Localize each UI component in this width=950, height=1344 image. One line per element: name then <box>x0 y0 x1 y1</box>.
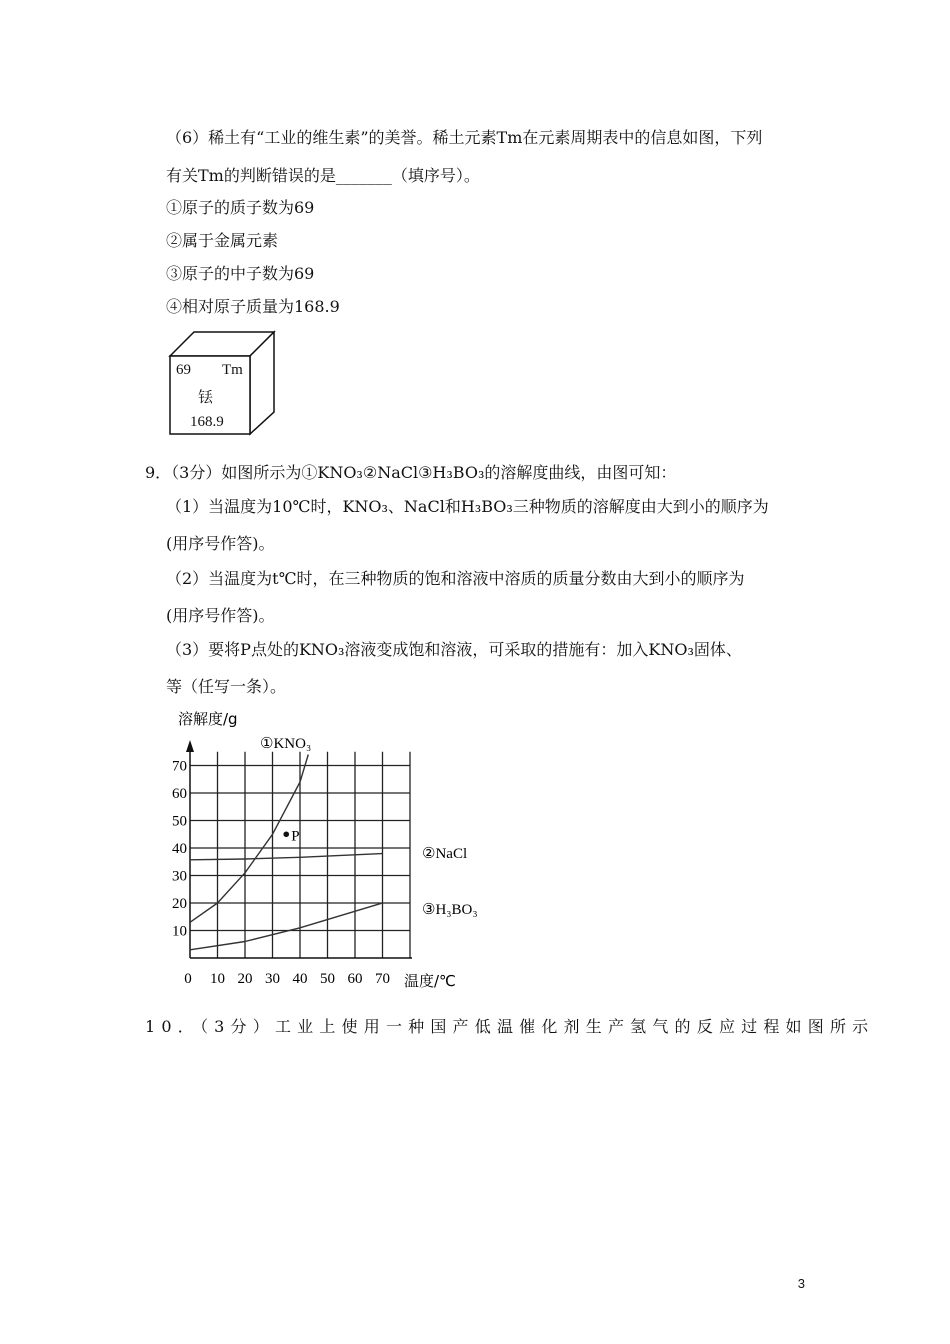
x-tick-label: 20 <box>237 971 253 987</box>
q9-part3-a: （3）要将P点处的KNO₃溶液变成饱和溶液，可采取的措施有：加入KNO₃固体、 <box>166 640 742 659</box>
series-label: ①KNO₃ <box>260 736 312 752</box>
chart-axes <box>186 740 412 958</box>
y-tick-label: 40 <box>172 841 187 857</box>
x-tick-label: 60 <box>347 971 363 987</box>
point-p-label: P <box>291 828 300 845</box>
element-card-tm <box>168 330 278 436</box>
element-symbol: Tm <box>222 362 243 378</box>
series-line <box>190 903 383 950</box>
y-tick-label: 70 <box>172 758 187 775</box>
q8-6-line2: 有关Tm的判断错误的是_______（填序号）。 <box>166 166 480 185</box>
option-2: ②属于金属元素 <box>166 231 279 250</box>
y-tick-label: 30 <box>172 868 187 885</box>
chart-series <box>190 755 383 950</box>
q9-part1-b: (用序号作答)。 <box>166 534 275 553</box>
element-name: 铥 <box>198 388 214 406</box>
q9-part2-a: （2）当温度为t℃时，在三种物质的饱和溶液中溶质的质量分数由大到小的顺序为 <box>166 569 745 588</box>
series-line <box>190 854 383 860</box>
x-tick-label: 10 <box>210 971 225 987</box>
x-axis-label: 温度/℃ <box>404 972 456 990</box>
q9-part2-b: (用序号作答)。 <box>166 606 275 625</box>
x-tick-label: 70 <box>375 971 390 987</box>
y-tick-label: 60 <box>172 786 187 802</box>
x-tick-label: 40 <box>292 971 308 987</box>
q9-part1-a: （1）当温度为10℃时，KNO₃、NaCl和H₃BO₃三种物质的溶解度由大到小的顺序为 <box>166 497 769 516</box>
q10-text: 10．（3分）工业上使用一种国产低温催化剂生产氢气的反应过程如图所示 <box>145 1017 875 1036</box>
atomic-number: 69 <box>176 362 191 378</box>
option-3: ③原子的中子数为69 <box>166 264 315 283</box>
atomic-mass: 168.9 <box>190 414 224 430</box>
x-tick-label: 50 <box>320 971 335 987</box>
series-labels <box>260 736 478 918</box>
y-tick-label: 20 <box>172 896 187 912</box>
point-p-marker <box>283 831 289 837</box>
q8-6-line1: （6）稀土有“工业的维生素”的美誉。稀土元素Tm在元素周期表中的信息如图，下列 <box>166 128 763 147</box>
q9-title: 9．（3分）如图所示为①KNO₃②NaCl③H₃BO₃的溶解度曲线，由图可知： <box>145 463 677 482</box>
option-4: ④相对原子质量为168.9 <box>166 297 340 316</box>
q9-part3-b: 等（任写一条）。 <box>166 677 287 696</box>
x-tick-labels <box>184 971 390 987</box>
series-label: ②NaCl <box>422 846 468 862</box>
solubility-chart <box>160 700 500 1004</box>
y-tick-label: 10 <box>172 923 187 940</box>
solubility-chart-svg <box>160 700 500 1000</box>
y-axis-arrow <box>186 740 194 752</box>
x-tick-label: 30 <box>265 971 280 987</box>
series-label: ③H₃BO₃ <box>422 902 478 918</box>
x-tick-label: 0 <box>184 971 192 987</box>
y-axis-label: 溶解度/g <box>178 710 238 728</box>
page-number: 3 <box>797 1276 805 1291</box>
y-tick-label: 50 <box>172 813 187 830</box>
y-tick-labels <box>172 759 187 940</box>
option-1: ①原子的质子数为69 <box>166 198 315 217</box>
